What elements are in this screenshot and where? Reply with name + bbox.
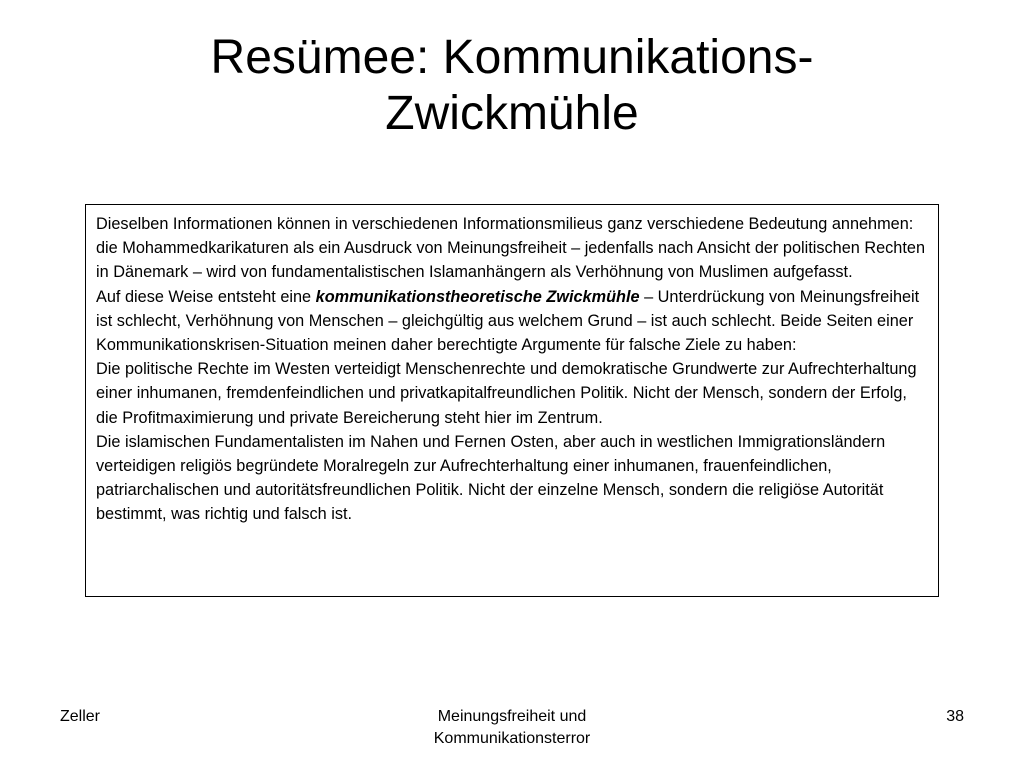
footer-title-line-2: Kommunikationsterror: [433, 730, 591, 747]
paragraph-2-emphasis: kommunikationstheoretische Zwickmühle: [315, 287, 640, 306]
footer-author: Zeller: [60, 708, 101, 725]
slide-title: [60, 30, 964, 142]
slide-title-line-1: Resümee: Kommunikations-: [210, 31, 814, 84]
paragraph-2: [96, 285, 928, 358]
paragraph-2-intro: Auf diese Weise entsteht eine: [96, 287, 316, 306]
paragraph-1: Dieselben Informationen können in verschiedenen Informationsmilieus ganz verschiedene Bedeutung annehmen: die Mohammedkarikaturen als ein Ausdruck von Meinungsfreiheit – jedenfalls nach Ansicht der politischen Rechten in Dänemark – wird von fundamentalistischen Islamanhängern als Verhöhnung von Muslimen aufgefasst.: [96, 215, 925, 282]
page-number: 38: [946, 708, 964, 725]
footer-title-line-1: Meinungsfreiheit und: [437, 708, 587, 725]
content-text-box: [85, 204, 939, 597]
paragraph-4: Die islamischen Fundamentalisten im Nahen und Fernen Osten, aber auch in westlichen Immigrationsländern verteidigen religiös begründete Moralregeln zur Aufrechterhaltung einer inhumanen, frauenfeindlichen, patriarchalischen und autoritätsfreundlichen Politik. Nicht der einzelne Mensch, sondern die religiöse Autorität bestimmt, was richtig und falsch ist.: [96, 432, 886, 524]
paragraph-2-rest: – Unterdrückung von Meinungsfreiheit ist schlecht, Verhöhnung von Menschen – gleichgültig aus welchem Grund – ist auch schlecht. Beide Seiten einer Kommunikationskrisen-Situation meinen daher berechtigte Argumente für falsche Ziele zu haben:: [96, 287, 920, 355]
footer-title: [362, 706, 662, 750]
paragraph-3: Die politische Rechte im Westen verteidigt Menschenrechte und demokratische Grundwerte zur Aufrechterhaltung einer inhumanen, fremdenfeindlichen und privatkapitalfreundlichen Politik. Nicht der Mensch, sondern der Erfolg, die Profitmaximierung und private Bereicherung steht hier im Zentrum.: [96, 360, 917, 427]
slide-title-line-2: Zwickmühle: [385, 87, 639, 140]
